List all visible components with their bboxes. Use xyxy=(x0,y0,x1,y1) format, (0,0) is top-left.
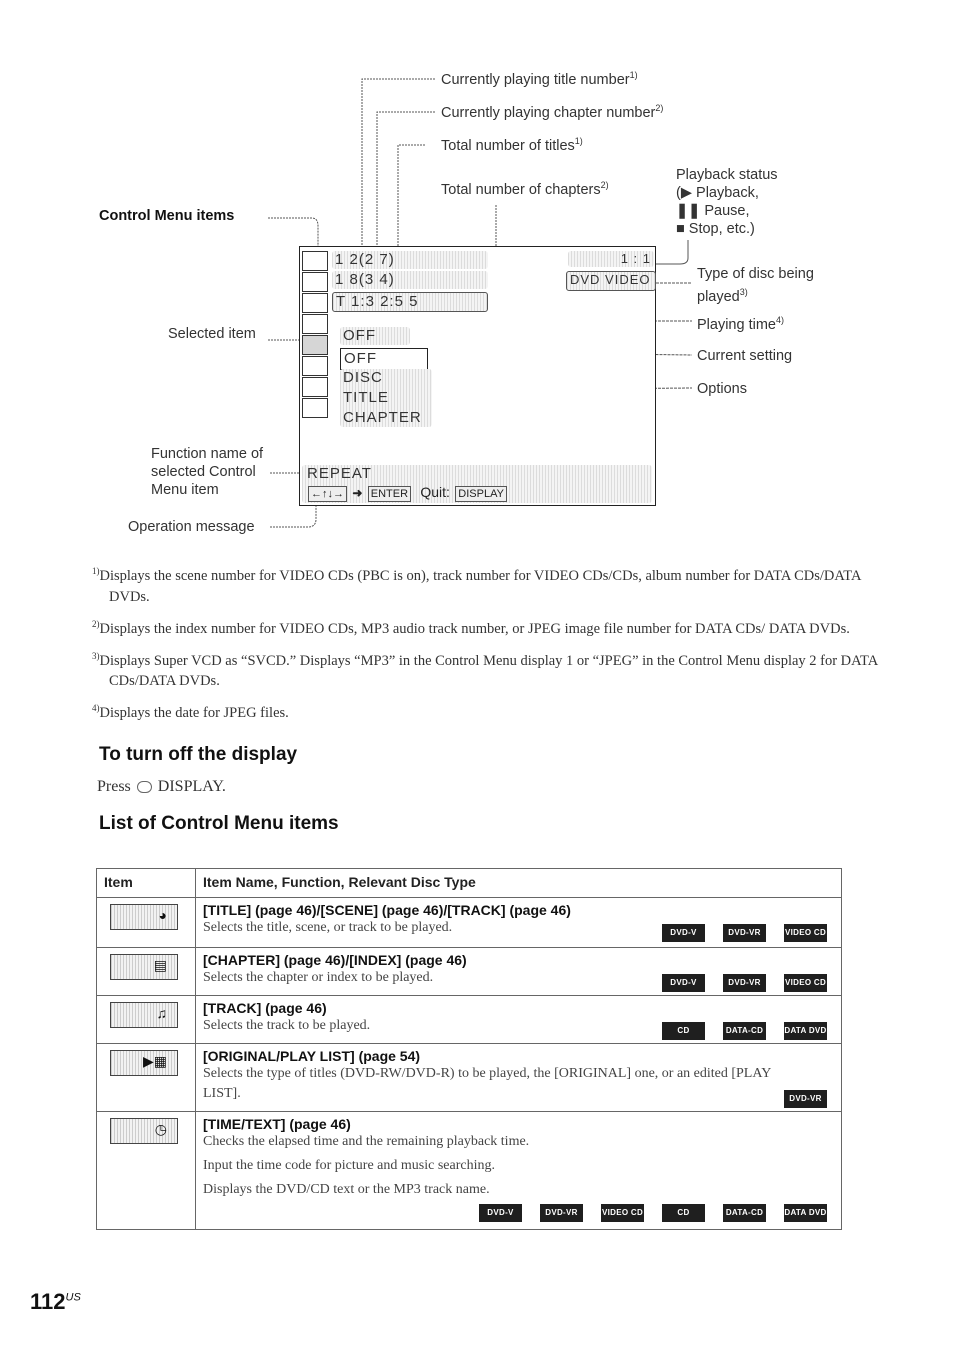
display-key: DISPLAY xyxy=(455,486,507,502)
label-chapter-number: Currently playing chapter number$^{2)}$ xyxy=(441,103,664,121)
menu-icon-cell xyxy=(302,293,328,313)
original-play-list-icon: ▶▦ xyxy=(110,1050,178,1076)
arrow-keys-icon: ←↑↓→ xyxy=(308,486,347,502)
table-header: Item Name, Function, Relevant Disc Type xyxy=(196,869,842,898)
table-row xyxy=(97,1112,842,1230)
disc-badge: CD xyxy=(662,1022,705,1040)
pause-icon: ❚❚ xyxy=(676,203,701,219)
table-row xyxy=(97,1044,842,1112)
table-header-row xyxy=(97,869,842,898)
heading-turn-off-display: To turn off the display xyxy=(99,744,298,765)
disc-badge: DATA-CD xyxy=(723,1022,766,1040)
footnotes xyxy=(92,561,892,724)
row-description: Selects the chapter or index to be played. xyxy=(203,970,434,985)
footnote: $^{4)}$Displays the date for JPEG files. xyxy=(92,703,289,722)
screen-disc-type: DVD VIDEO xyxy=(566,271,656,291)
label-playing-time: Playing time$^{4)}$ xyxy=(697,315,784,333)
disc-badge: VIDEO CD xyxy=(601,1204,644,1222)
disc-badge: VIDEO CD xyxy=(784,974,827,992)
screen-chapter-info: 1 8(3 4) xyxy=(332,271,488,289)
screen-title-info: 1 2(2 7) xyxy=(332,251,488,269)
menu-icon-cell xyxy=(302,356,328,376)
menu-icon-cell xyxy=(302,377,328,397)
control-menu-items-table xyxy=(96,868,842,1230)
option-item[interactable]: DISC xyxy=(343,369,383,386)
stop-icon: ■ xyxy=(676,221,685,237)
row-title: [ORIGINAL/PLAY LIST] (page 54) xyxy=(203,1048,421,1064)
disc-badges xyxy=(662,1022,827,1040)
screen-selected-option[interactable]: OFF xyxy=(340,348,428,370)
label-function-name: Function name of selected Control Menu item xyxy=(151,446,264,498)
table-row xyxy=(97,996,842,1044)
disc-badges xyxy=(203,1204,827,1222)
control-menu-icon-column xyxy=(302,251,328,419)
row-description: Selects the type of titles (DVD-RW/DVD-R) to be played, the [ORIGINAL] one, or an edited [PLAY LIST]. xyxy=(203,1066,771,1101)
disc-badge: DVD-V xyxy=(479,1204,522,1222)
label-control-menu-items: Control Menu items xyxy=(99,208,235,224)
quit-label: Quit: xyxy=(420,484,450,500)
label-current-setting: Current setting xyxy=(697,348,793,364)
screen-bottom-bar xyxy=(302,465,652,503)
menu-icon-cell-selected xyxy=(302,335,328,355)
footnote: $^{1)}$Displays the scene number for VIDEO CDs (PBC is on), track number for VIDEO CDs/CDs, album number for DATA CDs/DATA DVDs. xyxy=(92,566,861,605)
disc-badge: DATA-CD xyxy=(723,1204,766,1222)
disc-badge: DVD-V xyxy=(662,924,705,942)
screen-options-list xyxy=(340,369,432,427)
menu-icon-cell xyxy=(302,314,328,334)
label-disc-type: Type of disc being played$^{3)}$ xyxy=(697,266,814,305)
table-header: Item xyxy=(97,869,196,898)
footnote: $^{3)}$Displays Super VCD as “SVCD.” Displays “MP3” in the Control Menu display 1 or “JPEG” in the Control Menu display 2 for DATA CDs/DATA DVDs. xyxy=(92,650,878,690)
table-row xyxy=(97,898,842,948)
row-description: Selects the track to be played. xyxy=(203,1018,371,1033)
row-description: Displays the DVD/CD text or the MP3 track name. xyxy=(203,1182,490,1197)
option-item[interactable]: CHAPTER xyxy=(343,409,422,426)
disc-badges xyxy=(662,924,827,942)
label-playback-status: Playback status (▶ Playback, ❚❚ Pause, ■ Stop, etc.) xyxy=(676,167,778,237)
label-title-number: Currently playing title number$^{1)}$ xyxy=(441,70,638,88)
row-title: [TITLE] (page 46)/[SCENE] (page 46)/[TRACK] (page 46) xyxy=(203,902,571,918)
table-row xyxy=(97,948,842,996)
screen-playing-time: T 1:3 2:5 5 xyxy=(332,292,488,312)
disc-badge: DATA DVD xyxy=(784,1022,827,1040)
time-text-icon: ◷ xyxy=(110,1118,178,1144)
control-menu-screen xyxy=(299,246,656,506)
option-item[interactable]: TITLE xyxy=(343,389,389,406)
menu-icon-cell xyxy=(302,398,328,418)
title-icon: ◕ xyxy=(110,904,178,930)
disc-badge: DVD-V xyxy=(662,974,705,992)
chapter-icon: ▤ xyxy=(110,954,178,980)
disc-badge: VIDEO CD xyxy=(784,924,827,942)
page-number: $112^{US}$ xyxy=(30,1289,81,1314)
row-description: Selects the title, scene, or track to be played. xyxy=(203,920,453,935)
play-icon: ▶ xyxy=(680,185,692,201)
disc-badge: DVD-VR xyxy=(723,924,766,942)
track-icon: ♫ xyxy=(110,1002,178,1028)
screen-operation-message xyxy=(306,484,509,502)
menu-icon-cell xyxy=(302,251,328,271)
row-title: [TIME/TEXT] (page 46) xyxy=(203,1116,351,1132)
disc-badge: DVD-VR xyxy=(784,1090,827,1108)
disc-badge: DATA DVD xyxy=(784,1204,827,1222)
disc-badges xyxy=(784,1090,827,1108)
heading-list-control-menu-items: List of Control Menu items xyxy=(99,813,339,834)
label-selected-item: Selected item xyxy=(168,326,256,342)
footnote: $^{2)}$Displays the index number for VIDEO CDs, MP3 audio track number, or JPEG image file number for DATA CDs/ DATA DVDs. xyxy=(92,618,850,637)
row-title: [TRACK] (page 46) xyxy=(203,1000,327,1016)
row-description: Checks the elapsed time and the remaining playback time. xyxy=(203,1134,530,1149)
label-total-chapters: Total number of chapters$^{2)}$ xyxy=(441,180,609,198)
arrow-right-icon: ➜ xyxy=(352,486,363,500)
disc-badge: DVD-VR xyxy=(540,1204,583,1222)
display-button-icon xyxy=(137,781,152,793)
disc-badges xyxy=(662,974,827,992)
label-operation-message: Operation message xyxy=(128,519,255,535)
disc-badge: CD xyxy=(662,1204,705,1222)
label-total-titles: Total number of titles$^{1)}$ xyxy=(441,136,583,154)
row-title: [CHAPTER] (page 46)/[INDEX] (page 46) xyxy=(203,952,467,968)
enter-key: ENTER xyxy=(368,486,411,502)
turn-off-instruction: Press DISPLAY. xyxy=(97,778,226,795)
screen-function-name: REPEAT xyxy=(307,465,372,482)
disc-badge: DVD-VR xyxy=(723,974,766,992)
screen-current-setting: OFF xyxy=(340,327,410,345)
menu-icon-cell xyxy=(302,272,328,292)
label-options: Options xyxy=(697,381,747,397)
row-description: Input the time code for picture and music searching. xyxy=(203,1158,495,1173)
screen-status: 1 : 1 xyxy=(568,251,654,267)
